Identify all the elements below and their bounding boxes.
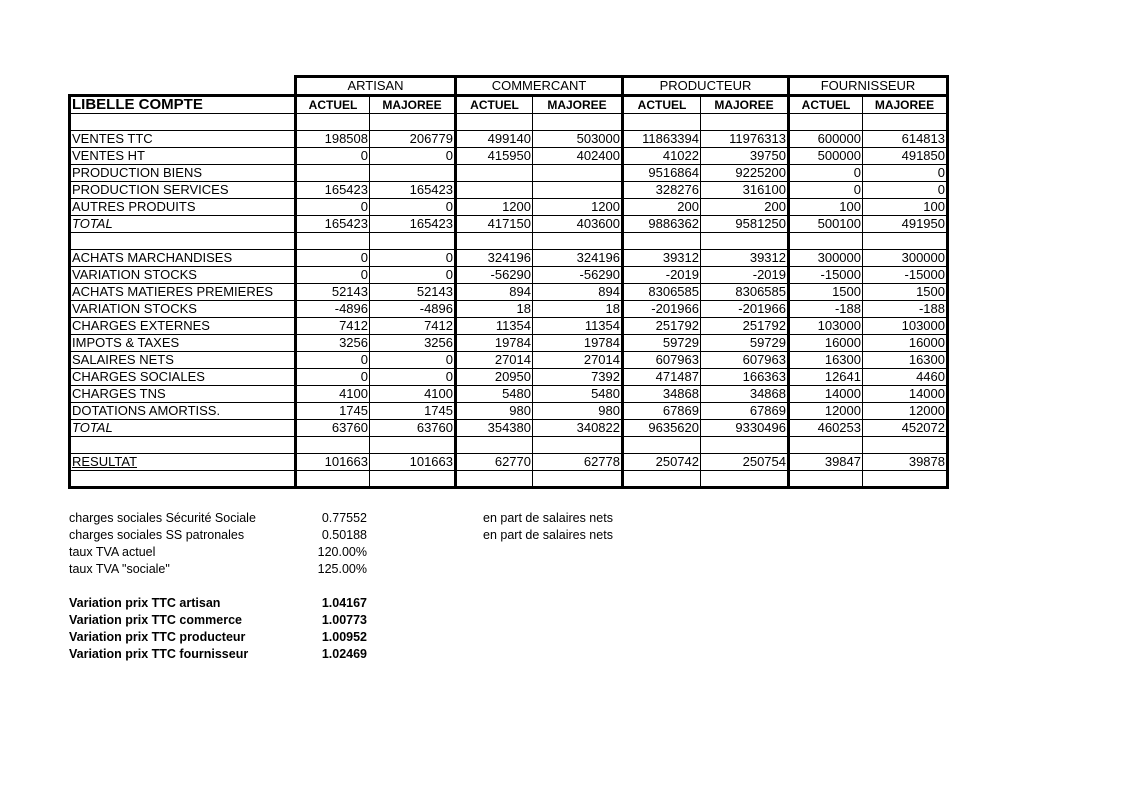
value-cell: 0 bbox=[789, 165, 863, 182]
blank-row bbox=[70, 114, 948, 131]
value-cell bbox=[533, 437, 623, 454]
value-cell: 324196 bbox=[456, 250, 533, 267]
value-cell: 11354 bbox=[533, 318, 623, 335]
parameter-label: charges sociales SS patronales bbox=[69, 528, 245, 542]
sub-header-row bbox=[70, 96, 948, 114]
value-cell: -2019 bbox=[623, 267, 701, 284]
value-cell: 9516864 bbox=[623, 165, 701, 182]
value-cell: 62778 bbox=[533, 454, 623, 471]
value-cell: 3256 bbox=[296, 335, 370, 352]
row-label: PRODUCTION BIENS bbox=[70, 165, 296, 182]
value-cell bbox=[533, 114, 623, 131]
value-cell: 39878 bbox=[863, 454, 948, 471]
variation-value: 1.02469 bbox=[321, 647, 367, 661]
value-cell: 328276 bbox=[623, 182, 701, 199]
row-label bbox=[70, 114, 296, 131]
value-cell: 16300 bbox=[789, 352, 863, 369]
variation-label: Variation prix TTC fournisseur bbox=[69, 647, 249, 661]
value-cell: 0 bbox=[370, 267, 456, 284]
value-cell: 4460 bbox=[863, 369, 948, 386]
value-cell: 0 bbox=[296, 267, 370, 284]
row-label: AUTRES PRODUITS bbox=[70, 199, 296, 216]
variation-row bbox=[69, 612, 613, 629]
value-cell: 354380 bbox=[456, 420, 533, 437]
value-cell: 100 bbox=[863, 199, 948, 216]
value-cell bbox=[370, 437, 456, 454]
value-cell: 0 bbox=[370, 352, 456, 369]
parameters-block bbox=[69, 510, 613, 663]
value-cell: 500100 bbox=[789, 216, 863, 233]
row-label: RESULTAT bbox=[70, 454, 296, 471]
value-cell bbox=[296, 233, 370, 250]
table-row bbox=[70, 318, 948, 335]
group-header-row bbox=[70, 77, 948, 96]
value-cell: 4100 bbox=[370, 386, 456, 403]
value-cell: 12000 bbox=[789, 403, 863, 420]
value-cell bbox=[296, 471, 370, 488]
value-cell: 165423 bbox=[370, 182, 456, 199]
value-cell: 165423 bbox=[296, 182, 370, 199]
value-cell bbox=[370, 233, 456, 250]
parameter-note: en part de salaires nets bbox=[483, 528, 613, 542]
value-cell: 1745 bbox=[370, 403, 456, 420]
value-cell bbox=[623, 471, 701, 488]
value-cell: 5480 bbox=[533, 386, 623, 403]
value-cell: 9225200 bbox=[701, 165, 789, 182]
value-cell: 7392 bbox=[533, 369, 623, 386]
parameter-label: charges sociales Sécurité Sociale bbox=[69, 511, 256, 525]
value-cell: 471487 bbox=[623, 369, 701, 386]
value-cell: -56290 bbox=[533, 267, 623, 284]
value-cell: 198508 bbox=[296, 131, 370, 148]
table-row bbox=[70, 267, 948, 284]
value-cell: 9635620 bbox=[623, 420, 701, 437]
parameter-row bbox=[69, 544, 613, 561]
variation-label: Variation prix TTC artisan bbox=[69, 596, 221, 610]
variation-label: Variation prix TTC producteur bbox=[69, 630, 246, 644]
value-cell bbox=[296, 165, 370, 182]
value-cell bbox=[623, 233, 701, 250]
value-cell: -56290 bbox=[456, 267, 533, 284]
header-spacer bbox=[70, 77, 296, 96]
value-cell: 165423 bbox=[296, 216, 370, 233]
parameter-note bbox=[367, 561, 613, 578]
value-cell bbox=[789, 114, 863, 131]
value-cell: 200 bbox=[623, 199, 701, 216]
value-cell: 0 bbox=[370, 250, 456, 267]
value-cell: 59729 bbox=[623, 335, 701, 352]
value-cell: 67869 bbox=[623, 403, 701, 420]
blank-row bbox=[70, 437, 948, 454]
value-cell bbox=[789, 437, 863, 454]
sub-header-actuel: ACTUEL bbox=[456, 96, 533, 114]
variation-row bbox=[69, 595, 613, 612]
value-cell: 18 bbox=[456, 301, 533, 318]
value-cell: 980 bbox=[533, 403, 623, 420]
value-cell: 39312 bbox=[701, 250, 789, 267]
value-cell: 460253 bbox=[789, 420, 863, 437]
value-cell bbox=[533, 233, 623, 250]
value-cell: 12000 bbox=[863, 403, 948, 420]
variation-row bbox=[69, 646, 613, 663]
value-cell: 491950 bbox=[863, 216, 948, 233]
value-cell bbox=[370, 471, 456, 488]
value-cell: -15000 bbox=[863, 267, 948, 284]
table-row bbox=[70, 148, 948, 165]
row-label: VENTES HT bbox=[70, 148, 296, 165]
value-cell: 4100 bbox=[296, 386, 370, 403]
value-cell: 52143 bbox=[370, 284, 456, 301]
table-row bbox=[70, 335, 948, 352]
group-header-fournisseur: FOURNISSEUR bbox=[789, 77, 948, 96]
empty-cell bbox=[367, 646, 613, 663]
value-cell: 67869 bbox=[701, 403, 789, 420]
sub-header-actuel: ACTUEL bbox=[789, 96, 863, 114]
value-cell: 5480 bbox=[456, 386, 533, 403]
row-label bbox=[70, 233, 296, 250]
value-cell: -4896 bbox=[370, 301, 456, 318]
row-label: TOTAL bbox=[70, 216, 296, 233]
value-cell bbox=[701, 114, 789, 131]
row-label: VARIATION STOCKS bbox=[70, 301, 296, 318]
value-cell: 41022 bbox=[623, 148, 701, 165]
value-cell: 165423 bbox=[370, 216, 456, 233]
value-cell: 18 bbox=[533, 301, 623, 318]
table-row bbox=[70, 131, 948, 148]
value-cell: 9886362 bbox=[623, 216, 701, 233]
table-row bbox=[70, 216, 948, 233]
value-cell: 12641 bbox=[789, 369, 863, 386]
sub-header-majoree: MAJOREE bbox=[370, 96, 456, 114]
parameter-value: 120.00% bbox=[317, 545, 367, 559]
value-cell: 11976313 bbox=[701, 131, 789, 148]
value-cell: -188 bbox=[789, 301, 863, 318]
row-label: DOTATIONS AMORTISS. bbox=[70, 403, 296, 420]
value-cell: 251792 bbox=[623, 318, 701, 335]
row-label: CHARGES SOCIALES bbox=[70, 369, 296, 386]
variation-value: 1.00952 bbox=[321, 630, 367, 644]
value-cell: 20950 bbox=[456, 369, 533, 386]
value-cell: 206779 bbox=[370, 131, 456, 148]
value-cell: 607963 bbox=[701, 352, 789, 369]
value-cell: 614813 bbox=[863, 131, 948, 148]
parameter-label: taux TVA actuel bbox=[69, 545, 156, 559]
table-row bbox=[70, 369, 948, 386]
value-cell: 59729 bbox=[701, 335, 789, 352]
value-cell: 452072 bbox=[863, 420, 948, 437]
sub-header-actuel: ACTUEL bbox=[623, 96, 701, 114]
value-cell: -201966 bbox=[623, 301, 701, 318]
value-cell: 1500 bbox=[789, 284, 863, 301]
value-cell: 1200 bbox=[456, 199, 533, 216]
variation-value: 1.04167 bbox=[321, 596, 367, 610]
value-cell: 103000 bbox=[789, 318, 863, 335]
blank-row bbox=[70, 233, 948, 250]
row-label: CHARGES TNS bbox=[70, 386, 296, 403]
value-cell: 9330496 bbox=[701, 420, 789, 437]
empty-cell bbox=[367, 595, 613, 612]
table-row bbox=[70, 284, 948, 301]
value-cell bbox=[456, 114, 533, 131]
value-cell: 894 bbox=[456, 284, 533, 301]
value-cell: 16000 bbox=[863, 335, 948, 352]
value-cell: 1745 bbox=[296, 403, 370, 420]
value-cell bbox=[370, 114, 456, 131]
value-cell: 499140 bbox=[456, 131, 533, 148]
value-cell: 415950 bbox=[456, 148, 533, 165]
value-cell bbox=[789, 233, 863, 250]
value-cell: 500000 bbox=[789, 148, 863, 165]
value-cell: 0 bbox=[296, 250, 370, 267]
value-cell: 402400 bbox=[533, 148, 623, 165]
table-row bbox=[70, 454, 948, 471]
value-cell bbox=[863, 114, 948, 131]
value-cell bbox=[623, 437, 701, 454]
value-cell: 894 bbox=[533, 284, 623, 301]
value-cell bbox=[863, 437, 948, 454]
sub-header-majoree: MAJOREE bbox=[863, 96, 948, 114]
table-row bbox=[70, 250, 948, 267]
sub-header-actuel: ACTUEL bbox=[296, 96, 370, 114]
value-cell bbox=[296, 437, 370, 454]
group-header-artisan: ARTISAN bbox=[296, 77, 456, 96]
value-cell: 417150 bbox=[456, 216, 533, 233]
table-row bbox=[70, 301, 948, 318]
value-cell bbox=[623, 114, 701, 131]
row-label: VENTES TTC bbox=[70, 131, 296, 148]
value-cell bbox=[456, 182, 533, 199]
value-cell: 491850 bbox=[863, 148, 948, 165]
parameter-value: 0.77552 bbox=[321, 511, 367, 525]
value-cell: 607963 bbox=[623, 352, 701, 369]
value-cell bbox=[456, 233, 533, 250]
value-cell bbox=[863, 471, 948, 488]
value-cell: 11863394 bbox=[623, 131, 701, 148]
value-cell: 251792 bbox=[701, 318, 789, 335]
value-cell: -15000 bbox=[789, 267, 863, 284]
value-cell bbox=[863, 233, 948, 250]
value-cell: 101663 bbox=[296, 454, 370, 471]
value-cell: 103000 bbox=[863, 318, 948, 335]
value-cell: 980 bbox=[456, 403, 533, 420]
row-label: TOTAL bbox=[70, 420, 296, 437]
value-cell: 7412 bbox=[370, 318, 456, 335]
spacer-row bbox=[69, 578, 613, 595]
table-row bbox=[70, 386, 948, 403]
value-cell: 503000 bbox=[533, 131, 623, 148]
parameter-note: en part de salaires nets bbox=[483, 511, 613, 525]
value-cell: 27014 bbox=[533, 352, 623, 369]
value-cell: 0 bbox=[296, 369, 370, 386]
parameter-row bbox=[69, 527, 613, 544]
row-label: VARIATION STOCKS bbox=[70, 267, 296, 284]
value-cell: 100 bbox=[789, 199, 863, 216]
value-cell: 250754 bbox=[701, 454, 789, 471]
value-cell: 403600 bbox=[533, 216, 623, 233]
parameter-value: 125.00% bbox=[317, 562, 367, 576]
table-row bbox=[70, 420, 948, 437]
group-header-commercant: COMMERCANT bbox=[456, 77, 623, 96]
empty-cell bbox=[367, 612, 613, 629]
value-cell: 166363 bbox=[701, 369, 789, 386]
group-header-producteur: PRODUCTEUR bbox=[623, 77, 789, 96]
value-cell: -201966 bbox=[701, 301, 789, 318]
variation-row bbox=[69, 629, 613, 646]
row-label: ACHATS MARCHANDISES bbox=[70, 250, 296, 267]
value-cell: 34868 bbox=[701, 386, 789, 403]
value-cell: 39750 bbox=[701, 148, 789, 165]
row-label: SALAIRES NETS bbox=[70, 352, 296, 369]
parameter-label: taux TVA "sociale" bbox=[69, 562, 170, 576]
value-cell: -4896 bbox=[296, 301, 370, 318]
value-cell: 19784 bbox=[533, 335, 623, 352]
value-cell bbox=[456, 471, 533, 488]
table-row bbox=[70, 182, 948, 199]
libelle-compte-header: LIBELLE COMPTE bbox=[70, 96, 296, 114]
parameter-row bbox=[69, 510, 613, 527]
value-cell: 39847 bbox=[789, 454, 863, 471]
value-cell: 250742 bbox=[623, 454, 701, 471]
sub-header-majoree: MAJOREE bbox=[701, 96, 789, 114]
value-cell: 63760 bbox=[370, 420, 456, 437]
row-label: ACHATS MATIERES PREMIERES bbox=[70, 284, 296, 301]
row-label: IMPOTS & TAXES bbox=[70, 335, 296, 352]
value-cell: 0 bbox=[370, 199, 456, 216]
parameter-row bbox=[69, 561, 613, 578]
blank-row bbox=[70, 471, 948, 488]
parameter-note bbox=[367, 544, 613, 561]
value-cell: 324196 bbox=[533, 250, 623, 267]
value-cell: 600000 bbox=[789, 131, 863, 148]
value-cell bbox=[533, 471, 623, 488]
table-row bbox=[70, 165, 948, 182]
value-cell: 0 bbox=[789, 182, 863, 199]
row-label: CHARGES EXTERNES bbox=[70, 318, 296, 335]
table-row bbox=[70, 352, 948, 369]
value-cell: 1500 bbox=[863, 284, 948, 301]
value-cell: 0 bbox=[370, 148, 456, 165]
value-cell: 0 bbox=[370, 369, 456, 386]
value-cell: 9581250 bbox=[701, 216, 789, 233]
value-cell: 34868 bbox=[623, 386, 701, 403]
value-cell bbox=[296, 114, 370, 131]
parameter-value: 0.50188 bbox=[321, 528, 367, 542]
row-label bbox=[70, 437, 296, 454]
spacer bbox=[69, 578, 613, 595]
value-cell: 14000 bbox=[789, 386, 863, 403]
value-cell: 3256 bbox=[370, 335, 456, 352]
value-cell: 7412 bbox=[296, 318, 370, 335]
value-cell bbox=[456, 437, 533, 454]
value-cell: 300000 bbox=[863, 250, 948, 267]
value-cell: 0 bbox=[296, 352, 370, 369]
table-row bbox=[70, 403, 948, 420]
value-cell: 27014 bbox=[456, 352, 533, 369]
value-cell: 52143 bbox=[296, 284, 370, 301]
value-cell: 0 bbox=[863, 165, 948, 182]
value-cell: 300000 bbox=[789, 250, 863, 267]
value-cell bbox=[701, 233, 789, 250]
value-cell: 14000 bbox=[863, 386, 948, 403]
sub-header-majoree: MAJOREE bbox=[533, 96, 623, 114]
value-cell: 0 bbox=[863, 182, 948, 199]
variation-label: Variation prix TTC commerce bbox=[69, 613, 242, 627]
value-cell: 340822 bbox=[533, 420, 623, 437]
value-cell: 62770 bbox=[456, 454, 533, 471]
table-row bbox=[70, 199, 948, 216]
value-cell bbox=[456, 165, 533, 182]
value-cell: 101663 bbox=[370, 454, 456, 471]
value-cell bbox=[701, 471, 789, 488]
variation-value: 1.00773 bbox=[321, 613, 367, 627]
row-label bbox=[70, 471, 296, 488]
value-cell bbox=[370, 165, 456, 182]
row-label: PRODUCTION SERVICES bbox=[70, 182, 296, 199]
value-cell: 8306585 bbox=[623, 284, 701, 301]
value-cell: -2019 bbox=[701, 267, 789, 284]
value-cell: -188 bbox=[863, 301, 948, 318]
value-cell: 63760 bbox=[296, 420, 370, 437]
value-cell: 1200 bbox=[533, 199, 623, 216]
value-cell: 16300 bbox=[863, 352, 948, 369]
value-cell: 316100 bbox=[701, 182, 789, 199]
value-cell: 16000 bbox=[789, 335, 863, 352]
value-cell bbox=[533, 182, 623, 199]
value-cell: 200 bbox=[701, 199, 789, 216]
value-cell: 0 bbox=[296, 199, 370, 216]
results-table bbox=[68, 75, 949, 489]
value-cell: 11354 bbox=[456, 318, 533, 335]
value-cell bbox=[701, 437, 789, 454]
value-cell: 39312 bbox=[623, 250, 701, 267]
empty-cell bbox=[367, 629, 613, 646]
value-cell: 8306585 bbox=[701, 284, 789, 301]
value-cell bbox=[533, 165, 623, 182]
value-cell bbox=[789, 471, 863, 488]
value-cell: 19784 bbox=[456, 335, 533, 352]
value-cell: 0 bbox=[296, 148, 370, 165]
